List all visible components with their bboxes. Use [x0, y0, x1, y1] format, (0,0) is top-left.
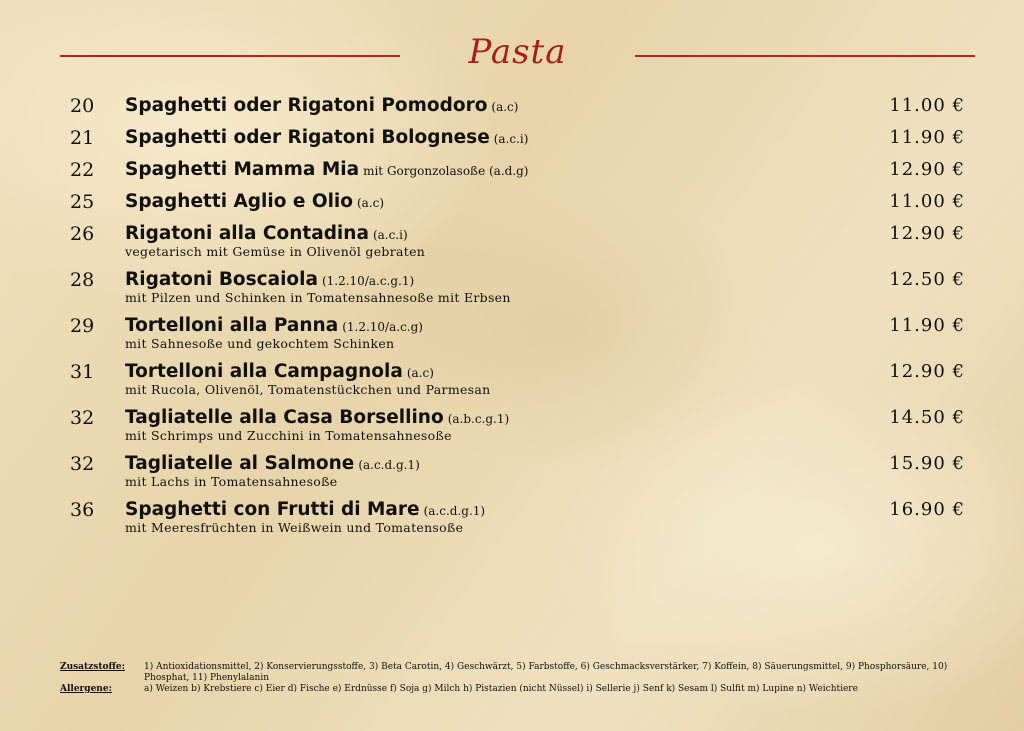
item-allergens: mit Gorgonzolasoße (a.d.g) [363, 164, 529, 178]
item-name: Tagliatelle alla Casa Borsellino [125, 407, 444, 428]
item-number: 25 [70, 191, 95, 213]
item-number: 21 [70, 127, 95, 149]
item-name-wrap [125, 222, 408, 247]
item-name: Tortelloni alla Campagnola [125, 361, 403, 382]
item-price: 11.90 € [889, 127, 965, 148]
item-price: 15.90 € [889, 453, 965, 474]
item-number: 32 [70, 453, 95, 475]
allergens-row [60, 684, 960, 695]
item-price: 11.00 € [889, 191, 965, 212]
item-number: 36 [70, 499, 95, 521]
item-number: 20 [70, 95, 95, 117]
item-price: 12.90 € [889, 223, 965, 244]
item-name-wrap [125, 314, 423, 339]
additives-text: 1) Antioxidationsmittel, 2) Konservierungsstoffe, 3) Beta Carotin, 4) Geschwärzt, 5) Farbstoffe, 6) Geschmacksverstärker, 7) Koffein, 8) Säuerungsmittel, 9) Phosphorsäure, 10) Phosphat, 11) Phenylalanin [144, 662, 948, 683]
item-number: 31 [70, 361, 95, 383]
item-name: Spaghetti oder Rigatoni Pomodoro [125, 95, 488, 116]
item-price: 14.50 € [889, 407, 965, 428]
item-allergens: (a.b.c.g.1) [447, 412, 510, 426]
additives-row [60, 662, 960, 684]
menu-header [60, 30, 975, 80]
allergens-label: Allergene: [60, 684, 112, 694]
item-name-wrap [125, 360, 434, 385]
menu-list [70, 94, 965, 544]
menu-item [70, 158, 965, 182]
additives-label: Zusatzstoffe: [60, 662, 125, 672]
item-description: mit Meeresfrüchten in Weißwein und Tomatensoße [125, 520, 464, 535]
item-description: vegetarisch mit Gemüse in Olivenöl gebraten [125, 244, 426, 259]
item-name: Spaghetti oder Rigatoni Bolognese [125, 127, 490, 148]
item-name-wrap [125, 268, 414, 293]
item-description: mit Sahnesoße und gekochtem Schinken [125, 336, 395, 351]
item-number: 28 [70, 269, 95, 291]
item-description: mit Pilzen und Schinken in Tomatensahnesoße mit Erbsen [125, 290, 511, 305]
item-name: Tortelloni alla Panna [125, 315, 339, 336]
item-description: mit Schrimps und Zucchini in Tomatensahnesoße [125, 428, 452, 443]
header-rule-left [60, 55, 400, 57]
item-description: mit Rucola, Olivenöl, Tomatenstückchen und Parmesan [125, 382, 491, 397]
item-name: Spaghetti Aglio e Olio [125, 191, 353, 212]
item-number: 26 [70, 223, 95, 245]
item-allergens: (a.c) [406, 366, 434, 380]
item-name: Rigatoni Boscaiola [125, 269, 318, 290]
item-name-wrap [125, 126, 528, 151]
item-number: 29 [70, 315, 95, 337]
item-allergens: (a.c.i) [372, 228, 408, 242]
item-price: 12.50 € [889, 269, 965, 290]
item-name-wrap [125, 94, 518, 119]
item-allergens: (1.2.10/a.c.g) [342, 320, 423, 334]
item-name-wrap [125, 498, 485, 523]
menu-item [70, 360, 965, 398]
item-allergens: (a.c) [491, 100, 519, 114]
item-price: 11.90 € [889, 315, 965, 336]
item-price: 11.00 € [889, 95, 965, 116]
item-price: 12.90 € [889, 361, 965, 382]
menu-item [70, 452, 965, 490]
item-name: Tagliatelle al Salmone [125, 453, 355, 474]
item-name-wrap [125, 190, 384, 215]
menu-item [70, 314, 965, 352]
menu-item [70, 190, 965, 214]
item-name-wrap [125, 406, 509, 431]
menu-item [70, 268, 965, 306]
item-name-wrap [125, 452, 420, 477]
menu-item [70, 94, 965, 118]
item-name: Spaghetti con Frutti di Mare [125, 499, 420, 520]
item-allergens: (1.2.10/a.c.g.1) [321, 274, 415, 288]
item-allergens: (a.c.d.g.1) [358, 458, 420, 472]
item-price: 16.90 € [889, 499, 965, 520]
legend-footer [60, 662, 960, 695]
item-number: 22 [70, 159, 95, 181]
menu-item [70, 406, 965, 444]
item-price: 12.90 € [889, 159, 965, 180]
item-name-wrap [125, 158, 529, 183]
header-rule-right [635, 55, 975, 57]
page-title: Pasta [468, 32, 567, 72]
item-number: 32 [70, 407, 95, 429]
menu-item [70, 222, 965, 260]
menu-item [70, 126, 965, 150]
allergens-text: a) Weizen b) Krebstiere c) Eier d) Fische e) Erdnüsse f) Soja g) Milch h) Pistazien (nicht Nüssel) i) Sellerie j) Senf k) Sesam l) Sulfit m) Lupine n) Weichtiere [144, 684, 858, 694]
item-allergens: (a.c.i) [493, 132, 529, 146]
item-allergens: (a.c.d.g.1) [423, 504, 486, 518]
item-description: mit Lachs in Tomatensahnesoße [125, 474, 338, 489]
item-name: Spaghetti Mamma Mia [125, 159, 360, 180]
item-name: Rigatoni alla Contadina [125, 223, 369, 244]
menu-item [70, 498, 965, 536]
item-allergens: (a.c) [356, 196, 385, 210]
